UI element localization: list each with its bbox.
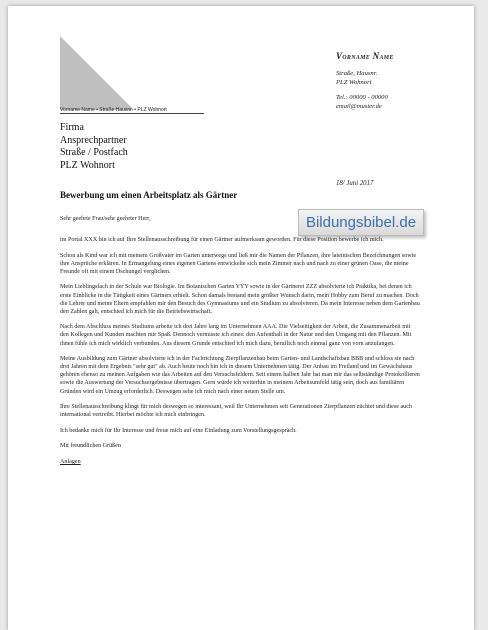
paragraph-4: Nach dem Abschluss meines Studiums arbeite ich drei Jahre lang im Unternehmen AAA. Die Vielseitigkeit der Arbeit, die Zusammenarbeit mit den Kollegen und Kunden machten mir Spaß. Dennoch vermisste ich eines: den Aufenthalt in der Natur und den Umgang mit den Pflanzen. Mit ihnen fühle ich mich wirklich verbunden. Aus diesem Grunde entschied ich mich dazu, beruflich noch einmal ganz von vorn anzufangen. bbox=[60, 324, 412, 347]
attachments-link: Anlagen bbox=[60, 458, 81, 465]
paragraph-1: im Portal XXX bin ich auf Ihre Stellenausschreibung für einen Gärtner aufmerksam geworden. Für diese Position bewerbe ich mich. bbox=[60, 237, 384, 244]
paragraph-3: Mein Lieblingsfach in der Schule war Biologie. Im Botanischen Garten YYY sowie in der Gärtnerei ZZZ absolvierte ich Praktika, bei denen ich erste Einblicke in die Tätigkeit eines Gärtners erhielt. Schon damals bestand mein größter Wunsch darin, mein Hobby zum Beruf zu machen. Doch die Lehrer und meine Eltern empfahlen mir den Besuch des Gymnasiums und ein Studium zu absolvieren. Da mein Interesse neben dem Gartenbau den Zahlen galt, entschied ich mich für die Betriebswirtschaft. bbox=[60, 284, 420, 315]
recipient-contact: Ansprechpartner bbox=[60, 134, 127, 146]
letter-body bbox=[60, 215, 420, 474]
salutation: Sehr geehrte Frau/sehr geehrter Herr, bbox=[60, 216, 151, 222]
recipient-company: Firma bbox=[60, 122, 84, 133]
recipient-block bbox=[60, 122, 128, 172]
letter-date: 18/ Juni 2017 bbox=[336, 180, 374, 187]
sender-email: email@muster.de bbox=[336, 103, 382, 110]
letter-subject: Bewerbung um einen Arbeitsplatz als Gärtner bbox=[60, 190, 238, 200]
sender-city: PLZ Wohnort bbox=[336, 79, 372, 86]
sender-street: Straße, Hausnr. bbox=[336, 70, 378, 77]
corner-decoration bbox=[60, 36, 134, 110]
paragraph-6: Ihre Stellenausschreibung klingt für mich deswegen so interessant, weil Ihr Unternehmen seit Generationen Zierpflanzen züchtet und diese auch international vertreibt. Hierbei möchte ich mich einbringen. bbox=[60, 404, 412, 419]
letter-page bbox=[8, 6, 474, 630]
paragraph-2: Schon als Kind war ich mit meinem Großvater im Garten unterwegs und ließ mir die Namen der Pflanzen, ihre lateinischen Bezeichnungen sowie ihre Ansprüche erklären. In Ermangelung eines eigenen Gartens entwickelte sich mein Zimmer nach und nach zu einer grünen Oase, die meine Freunde oft mit einem Dschungel verglichen. bbox=[60, 252, 417, 275]
paragraph-5: Meine Ausbildung zum Gärtner absolvierte ich in der Fachrichtung Zierpflanzenbau beim Garten- und Landschaftsbau BBB und schloss sie nach drei Jahren mit dem Ergebnis "sehr gut" ab. Auch heute noch bin ich in diesem Unternehmen tätig. Der Anbau im Freiland und im Gewächshaus gehören ebenso zu meinen Aufgaben wie das Arbeiten auf den Versuchsfeldern. Seit einem halben Jahr hat man mir das selbständige Protokollieren sowie die Auswertung der Versuchsergebnisse übertragen. Gern würde ich weiterhin in meinem Arbeitsumfeld tätig sein, doch aus familiären Gründen wird ein Umzug erforderlich. Deswegen sehe ich mich nach einer neuen Stelle um. bbox=[60, 356, 420, 395]
sender-name: Vorname Name bbox=[336, 51, 394, 61]
recipient-street: Straße / Postfach bbox=[60, 147, 128, 158]
sender-block bbox=[336, 52, 468, 111]
paragraph-7: Ich bedanke mich für Ihr Interesse und freue mich auf eine Einladung zum Vorstellungsgespräch. bbox=[60, 427, 297, 434]
sender-phone: Tel.: 00000 - 00000 bbox=[336, 94, 388, 101]
return-address-line: Vorname Name • Straße Hausnr. • PLZ Wohnort bbox=[60, 107, 204, 114]
watermark-logo: Bildungsbibel.de bbox=[298, 209, 424, 236]
closing: Mit freundlichen Grüßen bbox=[60, 443, 121, 450]
recipient-city: PLZ Wohnort bbox=[60, 159, 115, 171]
